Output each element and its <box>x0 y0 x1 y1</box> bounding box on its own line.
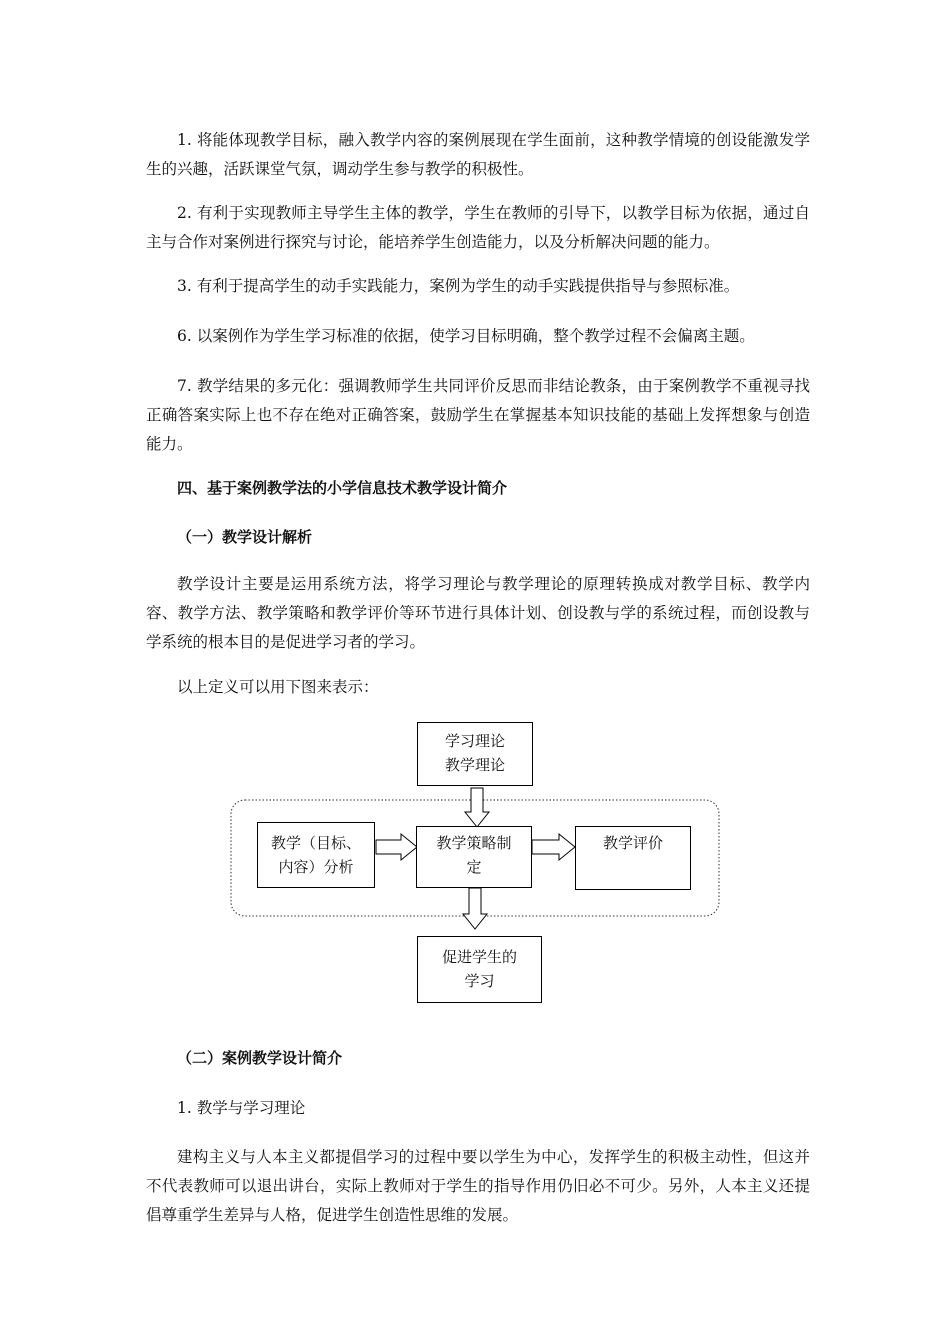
box-promote-learning <box>417 936 542 1003</box>
box-learning-theory <box>417 722 533 786</box>
box-promote-learning-line1: 促进学生的 <box>441 948 517 966</box>
box-strategy-line2: 定 <box>466 858 482 876</box>
box-strategy-formulation <box>416 826 532 888</box>
box-teaching-analysis <box>257 822 375 888</box>
subsection-heading-1: （一）教学设计解析 <box>177 528 313 546</box>
teaching-design-diagram <box>226 718 726 1008</box>
arrow-down-top <box>465 788 489 827</box>
paragraph-diagram-intro: 以上定义可以用下图来表示： <box>177 678 379 696</box>
box-learning-theory-line2: 教学理论 <box>444 756 505 774</box>
arrow-right-left <box>376 834 417 860</box>
list-item-theory: 1. 教学与学习理论 <box>177 1099 306 1117</box>
box-strategy-line1: 教学策略制 <box>436 834 512 852</box>
arrow-right-center <box>532 834 575 860</box>
paragraph-point-6: 6. 以案例作为学生学习标准的依据，使学习目标明确，整个教学过程不会偏离主题。 <box>177 327 755 345</box>
paragraph-point-7: 7. 教学结果的多元化：强调教师学生共同评价反思而非结论教条，由于案例教学不重视寻找正确答案实际上也不存在绝对正确答案，鼓励学生在掌握基本知识技能的基础上发挥想象与创造能力。 <box>146 377 810 453</box>
box-learning-theory-line1: 学习理论 <box>444 732 505 750</box>
box-promote-learning-line2: 学习 <box>464 972 495 990</box>
paragraph-constructivism: 建构主义与人本主义都提倡学习的过程中要以学生为中心，发挥学生的积极主动性，但这并不代表教师可以退出讲台，实际上教师对于学生的指导作用仍旧必不可少。另外，人本主义还提倡尊重学生差异与人格，促进学生创造性思维的发展。 <box>146 1148 810 1224</box>
box-evaluation-line1: 教学评价 <box>602 834 663 852</box>
box-teaching-analysis-line2: 内容）分析 <box>278 858 354 876</box>
subsection-heading-2: （二）案例教学设计简介 <box>177 1049 343 1067</box>
paragraph-point-3: 3. 有利于提高学生的动手实践能力，案例为学生的动手实践提供指导与参照标准。 <box>177 277 740 295</box>
paragraph-design-definition: 教学设计主要是运用系统方法，将学习理论与教学理论的原理转换成对教学目标、教学内容、教学方法、教学策略和教学评价等环节进行具体计划、创设教与学的系统过程，而创设教与学系统的根本目的是促进学习者的学习。 <box>146 575 810 651</box>
section-heading-4: 四、基于案例教学法的小学信息技术教学设计简介 <box>177 479 508 497</box>
arrow-down-bottom <box>463 888 487 929</box>
paragraph-point-2: 2. 有利于实现教师主导学生主体的教学，学生在教师的引导下，以教学目标为依据，通过自主与合作对案例进行探究与讨论，能培养学生创造能力，以及分析解决问题的能力。 <box>146 204 810 251</box>
box-teaching-analysis-line1: 教学（目标、 <box>270 834 361 852</box>
box-teaching-evaluation <box>575 826 691 890</box>
paragraph-point-1: 1. 将能体现教学目标，融入教学内容的案例展现在学生面前，这种教学情境的创设能激发学生的兴趣，活跃课堂气氛，调动学生参与教学的积极性。 <box>146 131 810 178</box>
